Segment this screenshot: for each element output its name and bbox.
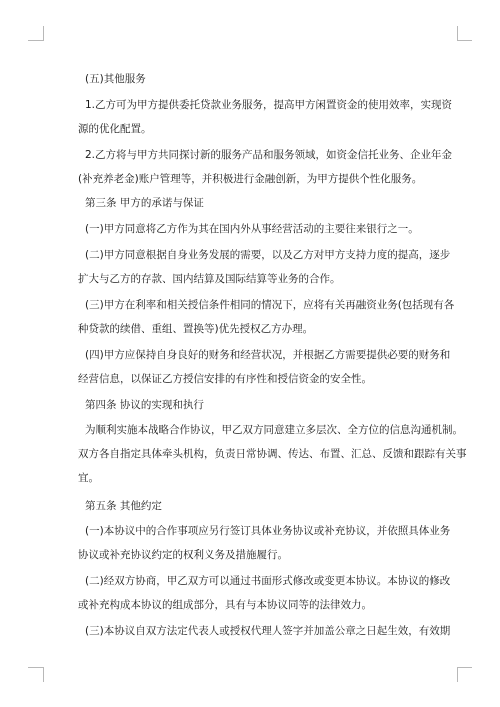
article-3-clause-4-line-1: (四)甲方应保持自身良好的财务和经营状况，并根据乙方需要提供必要的财务和 [85,349,451,361]
paragraph-2-line-1: 2.乙方将与甲方共同探讨新的服务产品和服务领域，如资金信托业务、企业年金 [85,149,453,161]
article-5-clause-1-line-2: 协议或补充协议约定的权利义务及措施履行。 [78,549,288,561]
paragraph-2-line-2: (补充养老金)账户管理等，并积极进行金融创新，为甲方提供个性化服务。 [78,173,423,185]
article-3-clause-2-line-2: 扩大与乙方的存款、国内结算及国际结算等业务的合作。 [78,273,341,285]
article-4-paragraph-line-3: 宜。 [78,472,99,484]
article-5-clause-2-line-2: 或补充构成本协议的组成部分，具有与本协议同等的法律效力。 [78,599,372,611]
article-3-clause-4-line-2: 经营信息，以保证乙方授信安排的有序性和授信资金的安全性。 [78,373,372,385]
article-5-heading: 第五条 其他约定 [85,500,162,512]
article-4-paragraph-line-2: 双方各自指定具体牵头机构，负责日常协调、传达、布置、汇总、反馈和跟踪有关事 [78,448,467,460]
article-3-clause-3-line-1: (三)甲方在利率和相关授信条件相同的情况下，应将有关再融资业务(包括现有各 [85,299,455,311]
section-heading-other-services: (五)其他服务 [85,73,146,85]
article-4-heading: 第四条 协议的实现和执行 [85,399,204,411]
paragraph-1-line-2: 源的优化配置。 [78,123,152,135]
article-5-clause-1-line-1: (一)本协议中的合作事项应另行签订具体业务协议或补充协议，并依照具体业务 [85,525,451,537]
crop-mark-top-left-v [43,26,44,41]
article-5-clause-2-line-1: (二)经双方协商，甲乙双方可以通过书面形式修改或变更本协议。本协议的修改 [85,575,451,587]
article-4-paragraph-line-1: 为顺利实施本战略合作协议，甲乙双方同意建立多层次、全方位的信息沟通机制。 [85,424,463,436]
crop-mark-top-right-v [457,26,458,41]
crop-mark-bottom-right-h [457,667,472,668]
crop-mark-top-left-h [28,40,43,41]
crop-mark-bottom-left-v [43,667,44,682]
article-5-clause-3-line-1: (三)本协议自双方法定代表人或授权代理人签字并加盖公章之日起生效，有效期 [85,625,451,637]
article-3-clause-1: (一)甲方同意将乙方作为其在国内外从事经营活动的主要往来银行之一。 [85,223,419,235]
article-3-heading: 第三条 甲方的承诺与保证 [85,197,204,209]
crop-mark-bottom-left-h [28,667,43,668]
crop-mark-top-right-h [457,40,472,41]
paragraph-1-line-1: 1.乙方可为甲方提供委托贷款业务服务，提高甲方闲置资金的使用效率，实现资 [85,99,453,111]
crop-mark-bottom-right-v [457,667,458,682]
article-3-clause-3-line-2: 种贷款的续借、重组、置换等)优先授权乙方办理。 [78,323,314,335]
article-3-clause-2-line-1: (二)甲方同意根据自身业务发展的需要，以及乙方对甲方支持力度的提高，逐步 [85,249,451,261]
